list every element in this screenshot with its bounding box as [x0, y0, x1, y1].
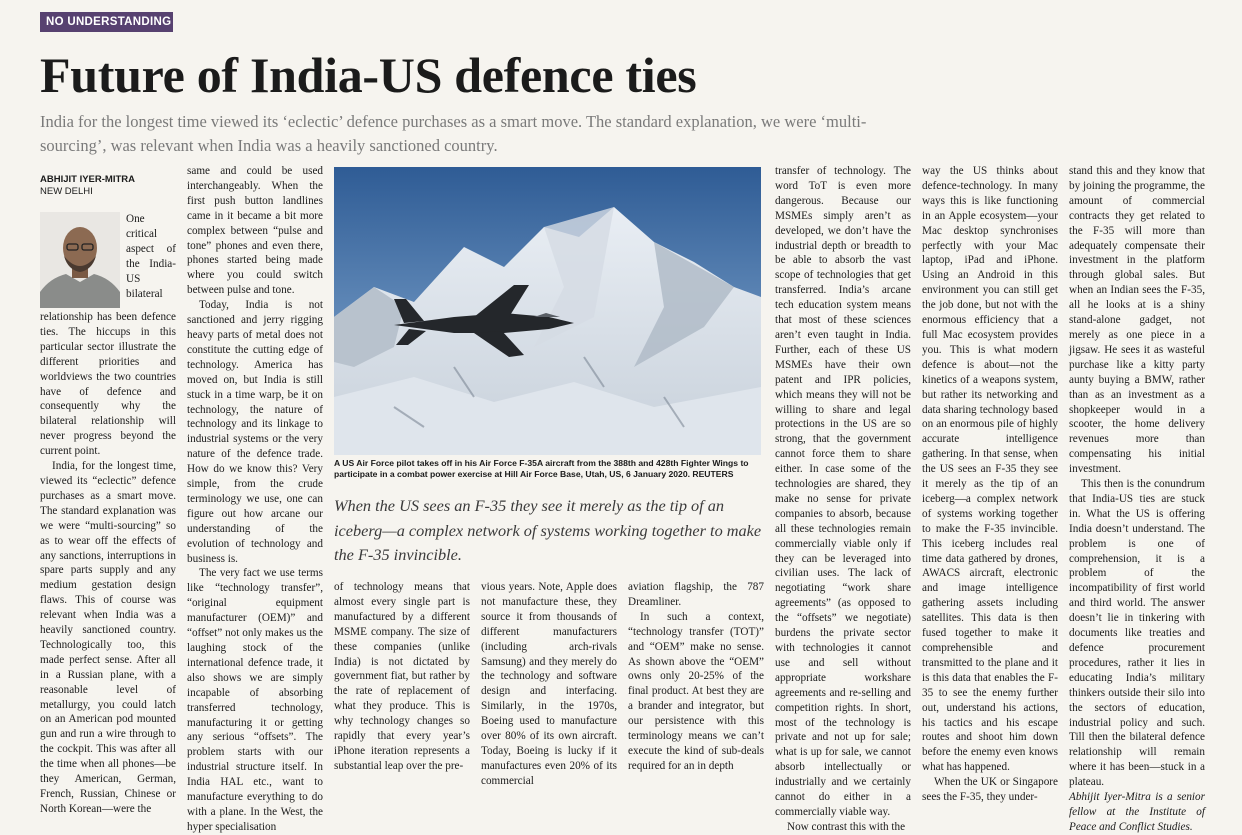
paragraph: of technology means that almost every single part is manufactured by a different MSME company. The size of these companies (unlike India) is not dictated by government fiat, but rather by the rate of replacement of what they produce. This is why technology changes so rapidly that every year’s iPhone iteration represents a substantial leap over the pre-	[334, 581, 470, 772]
paragraph: When the UK or Singapore sees the F-35, they under-	[922, 776, 1058, 804]
paragraph: transfer of technology. The word ToT is even more dangerous. Because our MSMEs simply aren’t as developed, we don’t have the industrial depth or breadth to be able to absorb the vast scope of technologies that get transferred. India’s arcane tech education system means that most of these sciences aren’t even taught in India. Further, each of these US MSMEs have their own patent and IPR policies, which means they will not be willing to share and legal protections in the US are so strong, that the government cannot force them to share either. In case some of the technologies are shared, they make no sense for private companies to absorb, because all these technologies remain commercially viable only if they can be leveraged into civilian uses. The lack of negotiating “work share agreements” (as opposed to the “offsets” we negotiate) burdens the private sector with technologies it cannot use and sell without appropriate workshare agreements and re-selling and competition rights. In short, most of the technology is private and not up for sale; what is up for sale, we cannot absorb intellectually or industrially and we certainly cannot do either in a commercially viable way.	[775, 165, 911, 818]
paragraph: This then is the conundrum that India-US ties are stuck in. What the US is offering India doesn’t understand. The problem is one of comprehension, it is a problem of the incompatibility of first world and third world. The answer doesn’t lie in tinkering with documents like treaties and defence procurement procedures, rather it lies in educating India’s military thinkers outside their silo into the sectors of education, industrial policy and such. Till then the bilateral defence relationship will remain where it has been—stuck in a plateau.	[1069, 478, 1205, 789]
paragraph: Today, India is not sanctioned and jerry rigging heavy parts of metal does not constitute the cutting edge of technology. America has moved on, but India is still stuck in a time warp, be it on technology, the nature of technology and its linkage to industrial systems or the very nature of the defence trade. How do we know this? Very simple, from the crude terminology we use, one can figure out how arcane our understanding of the evolution of technology and business is.	[187, 299, 323, 565]
column-5	[628, 580, 764, 774]
paragraph: One critical aspect of the India-US bilateral relationship has been defence ties. The hiccups in this particular sector illustrate the different priorities and worldviews the two countries have of defence and consequently why the bilateral relationship will never progress beyond the current point.	[40, 213, 176, 458]
column-3	[334, 580, 470, 774]
paragraph: same and could be used interchangeably. When the first push button landlines came in it became a bit more complex between “pulse and tone” phones and even there, phones started being made where you could switch between pulse and tone.	[187, 165, 323, 297]
byline-place: NEW DELHI	[40, 186, 93, 197]
paragraph: way the US thinks about defence-technology. In many ways this is like functioning in an Apple ecosystem—your Mac desktop synchronises perfectly with your Mac laptop, iPad and iPhone. Using an Android in this environment you can still get the job done, but not with the enormous efficiency that a full Mac ecosystem provides you. This is what modern defence is about—not the kinetics of a weapons system, but rather its networking and data sharing technology based on an enormous pile of highly accurate intelligence gathering. In that sense, when the US sees an F-35 they see it merely as the tip of an iceberg—a complex network of systems working together to make the F-35 invincible. This iceberg includes real time data gathered by drones, AWACS aircraft, electronic and image intelligence gathering assets including satellites. This data is then fused together to make it comprehensible and transmitted to the plane and it is this data that enables the F-35 to see the enemy further out, understand his actions, his tactics and his escape routes and shoot him down before the enemy even knows what has happened.	[922, 165, 1058, 774]
paragraph: vious years. Note, Apple does not manufacture these, they source it from thousands of different manufacturers (including arch-rivals Samsung) and they merely do the technology and software design and interfacing. Similarly, in the 1970s, Boeing used to manufacture over 80% of its own aircraft. Today, Boeing is lucky if it manufactures even 20% of its commercial	[481, 581, 617, 787]
pull-quote: When the US sees an F-35 they see it merely as the tip of an iceberg—a complex network of systems working together to make the F-35 invincible.	[334, 496, 762, 564]
f35-photo	[334, 167, 761, 455]
page-title: Future of India-US defence ties	[40, 47, 697, 103]
author-note: Abhijit Iyer-Mitra is a senior fellow at the Institute of Peace and Conflict Studies.	[1069, 791, 1205, 833]
photo-caption: A US Air Force pilot takes off in his Air Force F-35A aircraft from the 388th and 428th Fighter Wings to participate in a combat power exercise at Hill Air Force Base, Utah, US, 6 January 2020. REUTERS	[334, 458, 749, 479]
paragraph: India, for the longest time, viewed its “eclectic” defence purchases as a smart move. The standard explanation was we were “multi-sourcing” so as to wear off the effects of any sanctions, interruptions in spare parts supply and any medium gestation design flaws. This of course was relevant when India was a heavily sanctioned country. Technologically too, this made perfect sense. After all in a Russian plane, with a reasonable level of metallurgy, you could latch on an American pod mounted gun and run a wire through to the cockpit. This was after all the time when all phones—be they American, German, French, Russian, Chinese or North Korean—were the	[40, 460, 176, 815]
byline-author: ABHIJIT IYER-MITRA	[40, 174, 135, 185]
column-7	[922, 164, 1058, 805]
column-6	[775, 164, 911, 835]
column-2	[187, 164, 323, 835]
column-4	[481, 580, 617, 789]
column-1	[40, 174, 176, 817]
paragraph: Now contrast this with the	[787, 820, 906, 833]
section-kicker: NO UNDERSTANDING	[40, 12, 173, 32]
paragraph: The very fact we use terms like “technology transfer”, “original equipment manufacturer (OEM)” and “offset” not only makes us the laughing stock of the international defence trade, it also shows we are simply incapable of absorbing transferred technology, manufacturing it or getting any serious “offsets”. The problem starts with our industrial structure itself. In India HAL etc., want to manufacture everything to do with a plane. In the West, the hyper specialisation	[187, 567, 323, 833]
author-portrait	[40, 212, 120, 308]
standfirst: India for the longest time viewed its ‘eclectic’ defence purchases as a smart move. The standard explanation, we were ‘multi-sourcing’, was relevant when India was a heavily sanctioned country.	[40, 112, 867, 155]
paragraph: aviation flagship, the 787 Dreamliner.	[628, 581, 764, 608]
column-8	[1069, 164, 1205, 835]
paragraph: stand this and they know that by joining the programme, the amount of commercial contracts they get related to the F-35 will more than adequately compensate their investment in the platform through global sales. But when an Indian sees the F-35, all he looks at is a shiny stand-alone gadget, not merely as one piece in a jigsaw. He sees it as wasteful purchase like a kitty party aunty buying a BMW, rather than as an investment as a shopkeeper would in a scooter, the home delivery revenues more than compensating his initial investment.	[1069, 165, 1205, 476]
paragraph: In such a context, “technology transfer (TOT)” and “OEM” make no sense. As shown above the “OEM” owns only 20-25% of the final product. At best they are a brander and integrator, but our persistence with this terminology means we can’t execute the kind of sub-deals required for an in depth	[628, 610, 764, 772]
